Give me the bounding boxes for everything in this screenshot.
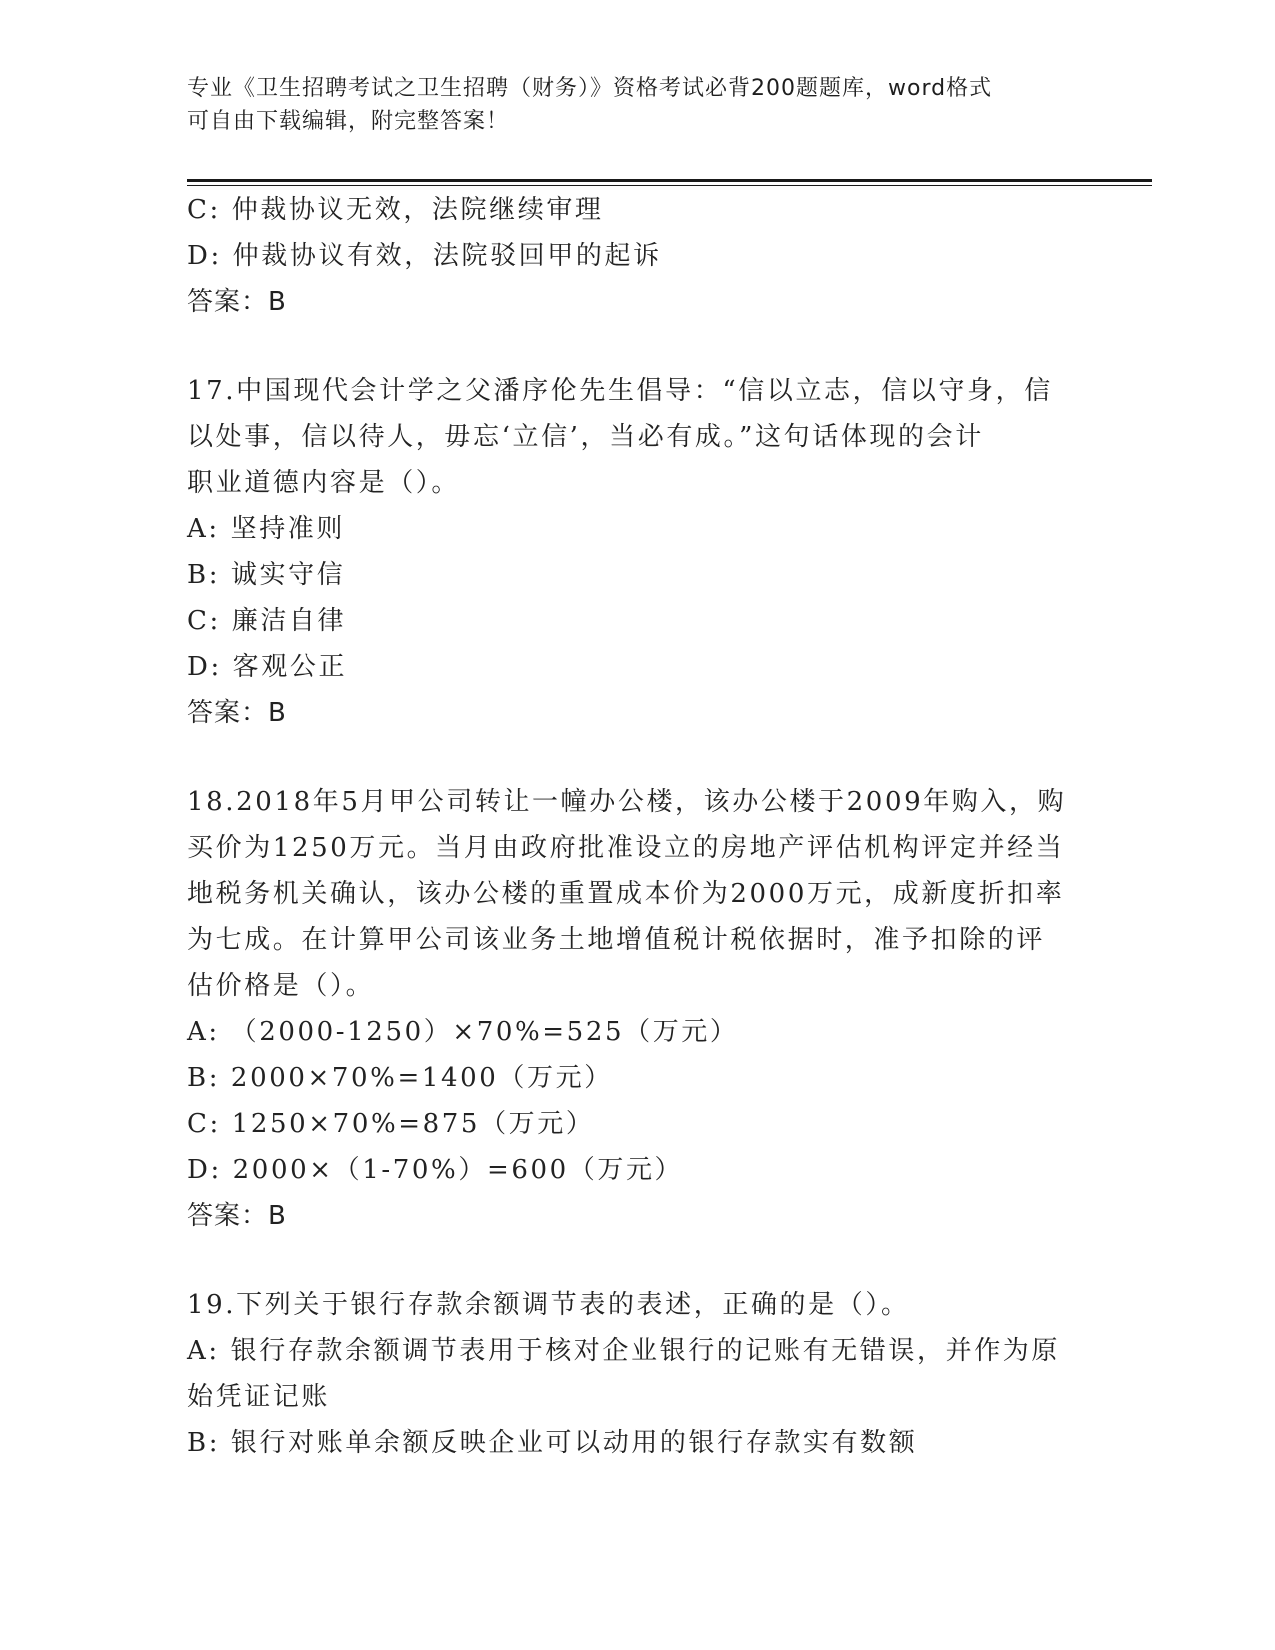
question-gap: [187, 325, 1067, 368]
question-16-tail: [187, 187, 1067, 325]
question-gap: [187, 736, 1067, 779]
question-17: [187, 368, 1067, 736]
header-rule-thick: [187, 179, 1152, 182]
q18-stem-line-3: 地税务机关确认，该办公楼的重置成本价为2000万元，成新度折扣率: [187, 879, 1065, 909]
question-gap: [187, 1239, 1067, 1282]
q18-stem-line-2: 买价为1250万元。当月由政府批准设立的房地产评估机构评定并经当: [187, 833, 1065, 863]
question-19: [187, 1282, 1067, 1466]
q19-stem-line-1: 19.下列关于银行存款余额调节表的表述，正确的是（）。: [187, 1290, 910, 1320]
q18-option-a: A: （2000-1250）×70%=525（万元）: [187, 1017, 739, 1047]
q17-option-a: A: 坚持准则: [187, 514, 346, 544]
header-line-1: 专业《卫生招聘考试之卫生招聘（财务）》资格考试必背200题题库，word格式: [187, 76, 993, 101]
q18-option-b: B: 2000×70%=1400（万元）: [187, 1063, 613, 1093]
q17-stem-line-3: 职业道德内容是（）。: [187, 468, 461, 498]
q18-option-c: C: 1250×70%=875（万元）: [187, 1109, 595, 1139]
q19-option-b: B: 银行对账单余额反映企业可以动用的银行存款实有数额: [187, 1428, 918, 1458]
q17-stem-line-2: 以处事，信以待人，毋忘‘立信’，当必有成。”这句话体现的会计: [187, 422, 984, 452]
q19-option-a-line-1: A: 银行存款余额调节表用于核对企业银行的记账有无错误，并作为原: [187, 1336, 1061, 1366]
q18-stem-line-1: 18.2018年5月甲公司转让一幢办公楼，该办公楼于2009年购入，购: [187, 787, 1067, 817]
q17-option-d: D: 客观公正: [187, 652, 348, 682]
q18-stem-line-5: 估价格是（）。: [187, 971, 375, 1001]
question-18: [187, 779, 1067, 1239]
document-body: [187, 187, 1067, 1466]
q17-option-c: C: 廉洁自律: [187, 606, 347, 636]
q16-option-d: D: 仲裁协议有效，法院驳回甲的起诉: [187, 241, 662, 271]
q18-stem-line-4: 为七成。在计算甲公司该业务土地增值税计税依据时，准予扣除的评: [187, 925, 1046, 955]
q17-answer: 答案：B: [187, 698, 287, 728]
q17-stem-line-1: 17.中国现代会计学之父潘序伦先生倡导：“信以立志，信以守身，信: [187, 376, 1053, 406]
page-header: [187, 72, 1067, 138]
q18-answer: 答案：B: [187, 1201, 287, 1231]
q19-option-a-line-2: 始凭证记账: [187, 1382, 331, 1412]
q16-answer: 答案：B: [187, 287, 287, 317]
q18-option-d: D: 2000×（1-70%）=600（万元）: [187, 1155, 684, 1185]
header-line-2: 可自由下载编辑，附完整答案！: [187, 109, 510, 134]
q17-option-b: B: 诚实守信: [187, 560, 346, 590]
q16-option-c: C: 仲裁协议无效，法院继续审理: [187, 195, 604, 225]
header-rule-thin: [187, 185, 1152, 186]
